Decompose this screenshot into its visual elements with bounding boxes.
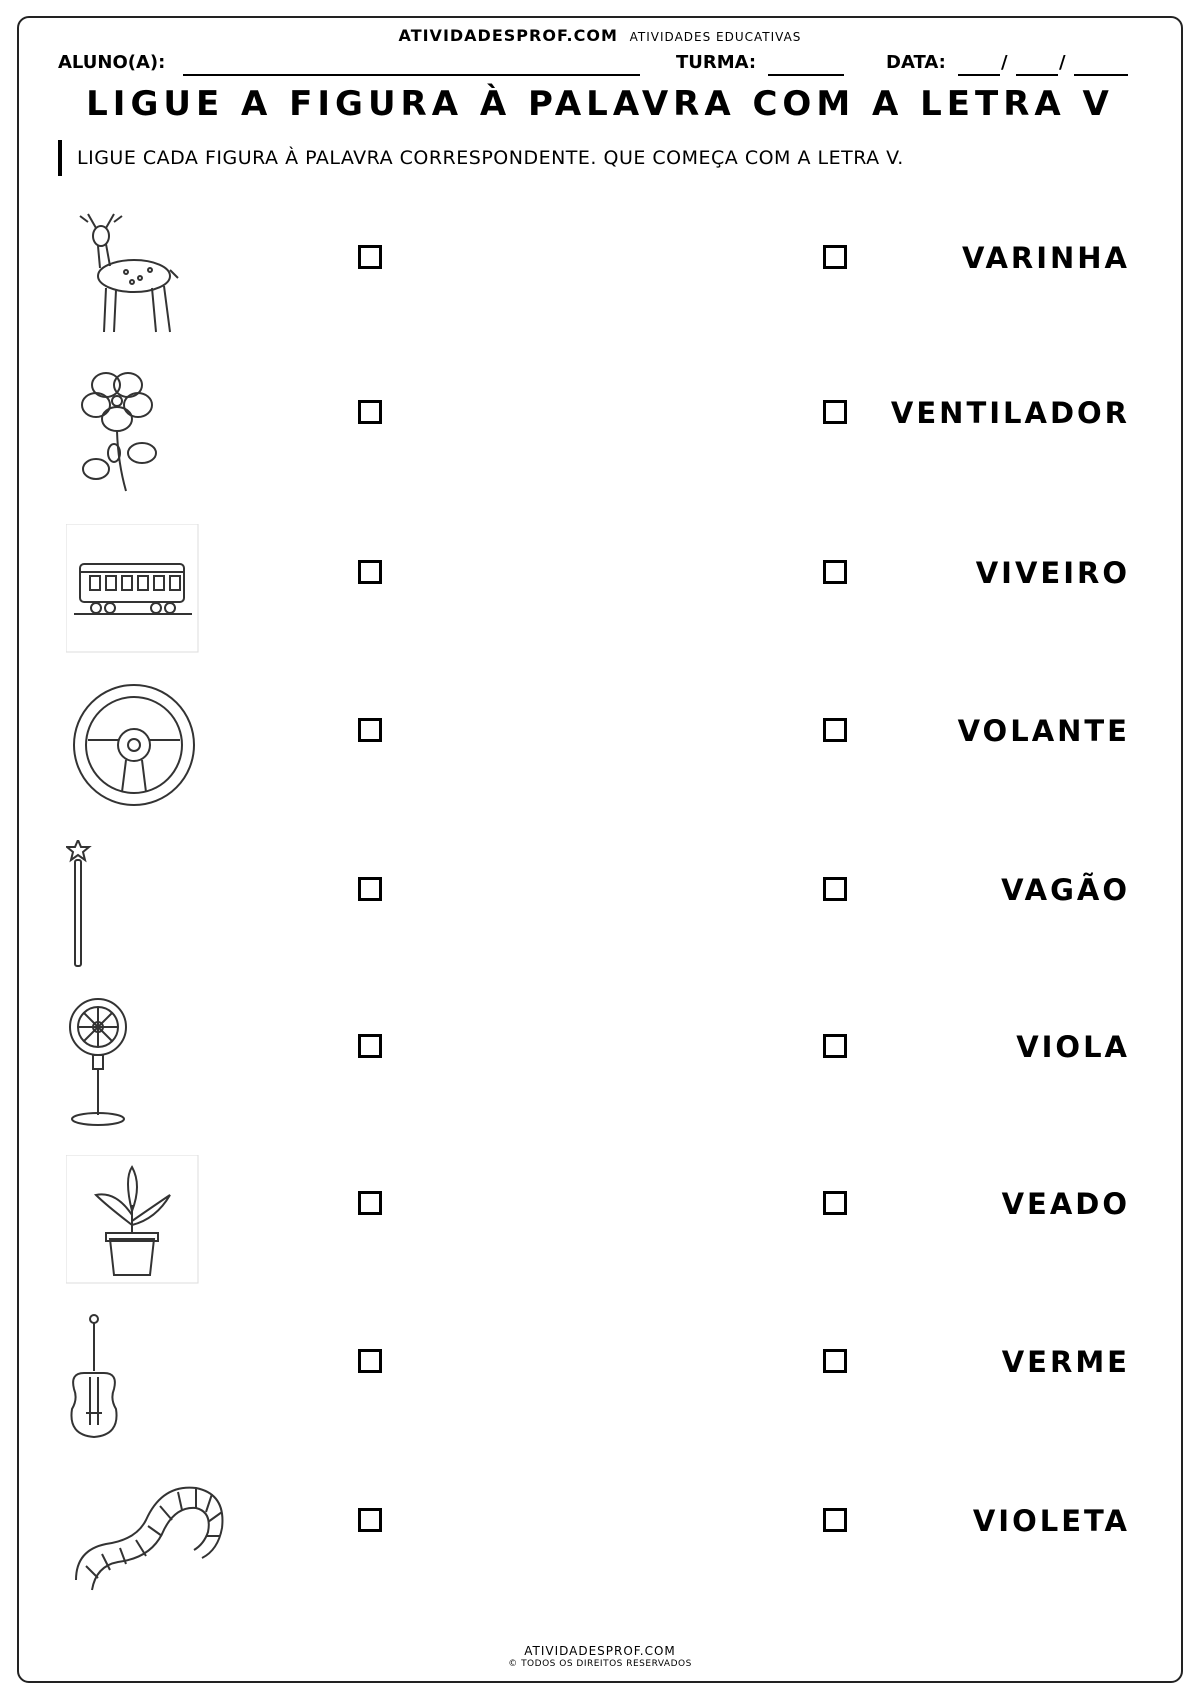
word-label: VIOLA: [1016, 1030, 1130, 1064]
violet-flower-icon: [66, 363, 206, 493]
word-label: VIVEIRO: [975, 556, 1130, 590]
word-label: VOLANTE: [957, 714, 1130, 748]
site-name: ATIVIDADESPROF.COM: [398, 26, 618, 45]
train-car-icon: [66, 524, 206, 654]
class-line[interactable]: [768, 74, 844, 76]
site-header: [0, 26, 1200, 45]
footer-site: ATIVIDADESPROF.COM: [524, 1644, 676, 1658]
right-match-checkbox[interactable]: [823, 1034, 847, 1058]
exercise-row: [0, 363, 1200, 513]
exercise-row: [0, 1313, 1200, 1463]
word-label: VENTILADOR: [890, 396, 1130, 430]
page-footer: [0, 1644, 1200, 1669]
left-match-checkbox[interactable]: [358, 1034, 382, 1058]
left-match-checkbox[interactable]: [358, 245, 382, 269]
right-match-checkbox[interactable]: [823, 877, 847, 901]
page-title: LIGUE A FIGURA À PALAVRA COM A LETRA V: [86, 84, 1114, 124]
right-match-checkbox[interactable]: [823, 718, 847, 742]
instruction-text: LIGUE CADA FIGURA À PALAVRA CORRESPONDENTE. QUE COMEÇA COM A LETRA V.: [58, 140, 904, 176]
word-label: VARINHA: [961, 241, 1130, 275]
student-name-line[interactable]: [183, 74, 640, 76]
date-label: DATA:: [886, 52, 946, 73]
student-label: ALUNO(A):: [58, 52, 166, 73]
word-label: VAGÃO: [1001, 873, 1130, 907]
left-match-checkbox[interactable]: [358, 718, 382, 742]
site-subtitle: ATIVIDADES EDUCATIVAS: [629, 30, 802, 44]
date-month-line[interactable]: [1016, 74, 1058, 76]
exercise-row: [0, 524, 1200, 674]
right-match-checkbox[interactable]: [823, 400, 847, 424]
word-label: VEADO: [1001, 1187, 1130, 1221]
class-label: TURMA:: [676, 52, 757, 73]
left-match-checkbox[interactable]: [358, 400, 382, 424]
footer-rights: © TODOS OS DIREITOS RESERVADOS: [508, 1659, 692, 1669]
date-year-line[interactable]: [1074, 74, 1128, 76]
right-match-checkbox[interactable]: [823, 245, 847, 269]
exercise-row: [0, 1470, 1200, 1620]
right-match-checkbox[interactable]: [823, 560, 847, 584]
exercise-row: [0, 682, 1200, 832]
steering-wheel-icon: [66, 682, 206, 812]
left-match-checkbox[interactable]: [358, 1508, 382, 1532]
left-match-checkbox[interactable]: [358, 1191, 382, 1215]
date-day-line[interactable]: [958, 74, 1000, 76]
violin-icon: [66, 1313, 206, 1443]
deer-icon: [66, 208, 206, 338]
fan-icon: [66, 997, 206, 1127]
worm-icon: [66, 1470, 236, 1600]
right-match-checkbox[interactable]: [823, 1508, 847, 1532]
right-match-checkbox[interactable]: [823, 1191, 847, 1215]
exercise-row: [0, 208, 1200, 358]
date-separator: /: [1059, 52, 1066, 73]
left-match-checkbox[interactable]: [358, 877, 382, 901]
date-separator: /: [1001, 52, 1008, 73]
exercise-row: [0, 997, 1200, 1147]
left-match-checkbox[interactable]: [358, 560, 382, 584]
right-match-checkbox[interactable]: [823, 1349, 847, 1373]
potted-plant-icon: [66, 1155, 206, 1285]
exercise-row: [0, 840, 1200, 990]
exercise-row: [0, 1155, 1200, 1305]
left-match-checkbox[interactable]: [358, 1349, 382, 1373]
magic-wand-icon: [66, 840, 206, 970]
word-label: VERME: [1001, 1345, 1130, 1379]
word-label: VIOLETA: [972, 1504, 1130, 1538]
student-info-fields: [58, 52, 1148, 80]
